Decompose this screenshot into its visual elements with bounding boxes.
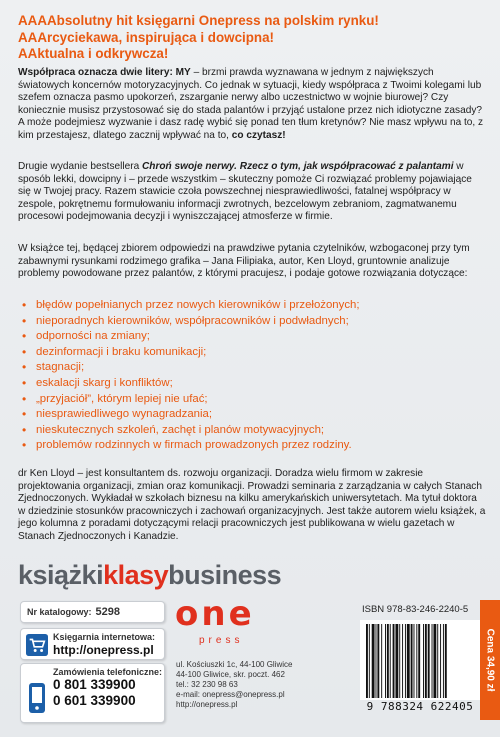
shopping-cart-icon [26,634,48,656]
barcode-bar [372,624,375,698]
series-logo-part3: business [168,560,282,590]
onepress-logo [175,594,265,653]
barcode [360,620,480,700]
phone-orders-box [20,663,165,723]
address-line: http://onepress.pl [176,700,238,709]
bookstore-link[interactable]: http://onepress.pl [53,643,154,657]
isbn: ISBN 978-83-246-2240-5 [362,604,469,615]
barcode-bar [437,624,438,698]
headlines [18,13,488,63]
address-line: e-mail: onepress@onepress.pl [176,690,285,699]
barcode-bar [432,624,433,698]
barcode-bar [416,624,417,698]
topics-list [22,298,492,454]
catalog-value: 5298 [95,606,120,618]
barcode-bar [393,624,395,698]
topic-item: • „przyjaciół”, którym lepiej nie ufać; [22,392,492,408]
address-line: 44-100 Gliwice, skr. poczt. 462 [176,670,285,679]
series-logo-part1: książki [18,560,104,590]
topic-item: • problemów rodzinnych w firmach prowadzonych przez rodziny. [22,438,492,454]
barcode-bar [433,624,436,698]
topic-item: • nieskutecznych szkoleń, zachęt i planów motywacyjnych; [22,423,492,439]
barcode-bar [440,624,441,698]
publisher-address [176,660,346,710]
topic-item: • niesprawiedliwego wynagradzania; [22,407,492,423]
barcode-bar [443,624,444,698]
barcode-digits: 9 788324 622405 [366,700,474,713]
barcode-bar [425,624,427,698]
description-text: w sposób lekki, dowcipny i – przede wszystkim – skuteczny pomoże Ci rozwiązać problemy pojawiające się w Twojej pracy. Razem stawicie czoła powszechnej niesprawiedliwości, fatalnej współpracy w zespole, pokrętnemu formułowaniu informacji zwrotnych, bezcelowym zebraniom, zagmatwanemu procesowi podejmowania decyzji i wyniszczającej atmosferze w firmie. [18,161,472,223]
book-title: Chroń swoje nerwy. Rzecz o tym, jak współpracować z palantami [142,161,454,172]
barcode-bar [407,624,410,698]
address-line: ul. Kościuszki 1c, 44-100 Gliwice [176,660,293,669]
contents-intro-paragraph: W książce tej, będącej zbiorem odpowiedzi na prawdziwe pytania czytelników, wzbogaconej przy tym zabawnymi rysunkami rodzimego grafika – Jana Filipiaka, autor, Ken Lloyd, gruntownie analizuje problemy powodowane przez palantów, z którymi pracujesz, i podaje gotowe rozwiązania dotyczące: [18,243,470,280]
bookstore-label: Księgarnia internetowa: [53,632,156,642]
barcode-bar [377,624,379,698]
catalog-number-box [20,601,165,623]
barcode-bar [411,624,413,698]
topic-item: • odporności na zmiany; [22,329,492,345]
barcode-bar [418,624,420,698]
barcode-bar [390,624,391,698]
barcode-bar [369,624,370,698]
phone-orders-label: Zamówienia telefoniczne: [53,667,163,677]
barcode-bar [376,624,377,698]
barcode-bar [366,624,368,698]
logo-one: one [175,594,255,634]
intro-paragraph [18,67,486,143]
barcode-bar [423,624,424,698]
intro-lead: Współpraca oznacza dwie litery: MY [18,67,191,78]
phone-icon [26,682,48,714]
barcode-bar [399,624,400,698]
topic-item: • błędów popełnianych przez nowych kierowników i przełożonych; [22,298,492,314]
barcode-bar [381,624,382,698]
series-logo-part2: klasy [103,560,169,590]
topic-item: • nieporadnych kierowników, współpracowników i podwładnych; [22,314,492,330]
barcode-bar [402,624,403,698]
headline-2: AAArcyciekawa, inspirująca i dowcipna! [18,29,274,45]
barcode-bar [428,624,430,698]
phone-number-1[interactable]: 0 801 339900 [53,677,136,692]
logo-press: press [199,635,244,646]
price-tab [480,600,500,720]
headline-3: AAktualna i odkrywcza! [18,46,169,61]
barcode-bar [445,624,447,698]
description-start: Drugie wydanie bestsellera [18,161,142,172]
barcode-bar [385,624,386,698]
address-line: tel.: 32 230 98 63 [176,680,238,689]
price: Cena 34,90 zł [484,628,496,692]
book-description-paragraph [18,161,486,224]
intro-text: – brzmi prawda wyznawana w jednym z największych światowych koncernów motoryzacyjnych. Co jednak w sytuacji, kiedy współpraca z Twoimi kolegami lub szefem oznacza pasmo upokorzeń, zszarganie nerwy albo uczestnictwo w wojnie biurowej? Czy koniecznie musisz przystosować się do stada palantów i przyjąć ustalone przez nich idiotyczne zasady? A może podejmiesz wyzwanie i dasz radę wybić się ponad ten tłum kretynów? Nie masz wpływu na to, z kim przestajesz, dlatego zacznij wpływać na to, [18,67,484,141]
intro-end: co czytasz! [231,129,286,141]
barcode-bar [395,624,398,698]
phone-number-2[interactable]: 0 601 339900 [53,693,136,708]
series-logo [18,560,281,591]
headline-1: AAAAbsolutny hit księgarni Onepress na polskim rynku! [18,13,379,28]
barcode-bar [405,624,406,698]
barcode-bar [414,624,415,698]
barcode-bar [387,624,389,698]
author-bio: dr Ken Lloyd – jest konsultantem ds. rozwoju organizacji. Doradza wielu firmom w zakresie projektowania organizacji, zmian oraz komunikacji. Prowadzi seminaria z zarządzania w całych Stanach Zjednoczonych. Wykładał w szkołach biznesu na kilku amerykańskich uniwersytetach. Ma tytuł doktora w dziedzinie stosunków pracowniczych i zachowań organizacyjnych. Jest także autorem wielu książek, a jego kolumna z poradami dotyczącymi relacji pracowniczych jest publikowana w wielu gazetach w Stanach Zjednoczonych i Kanadzie. [18,468,486,542]
topic-item: • eskalacji skarg i konfliktów; [22,376,492,392]
online-bookstore-box[interactable] [20,628,165,660]
catalog-label: Nr katalogowy: [27,607,92,617]
topic-item: • stagnacji; [22,360,492,376]
topic-item: • dezinformacji i braku komunikacji; [22,345,492,361]
